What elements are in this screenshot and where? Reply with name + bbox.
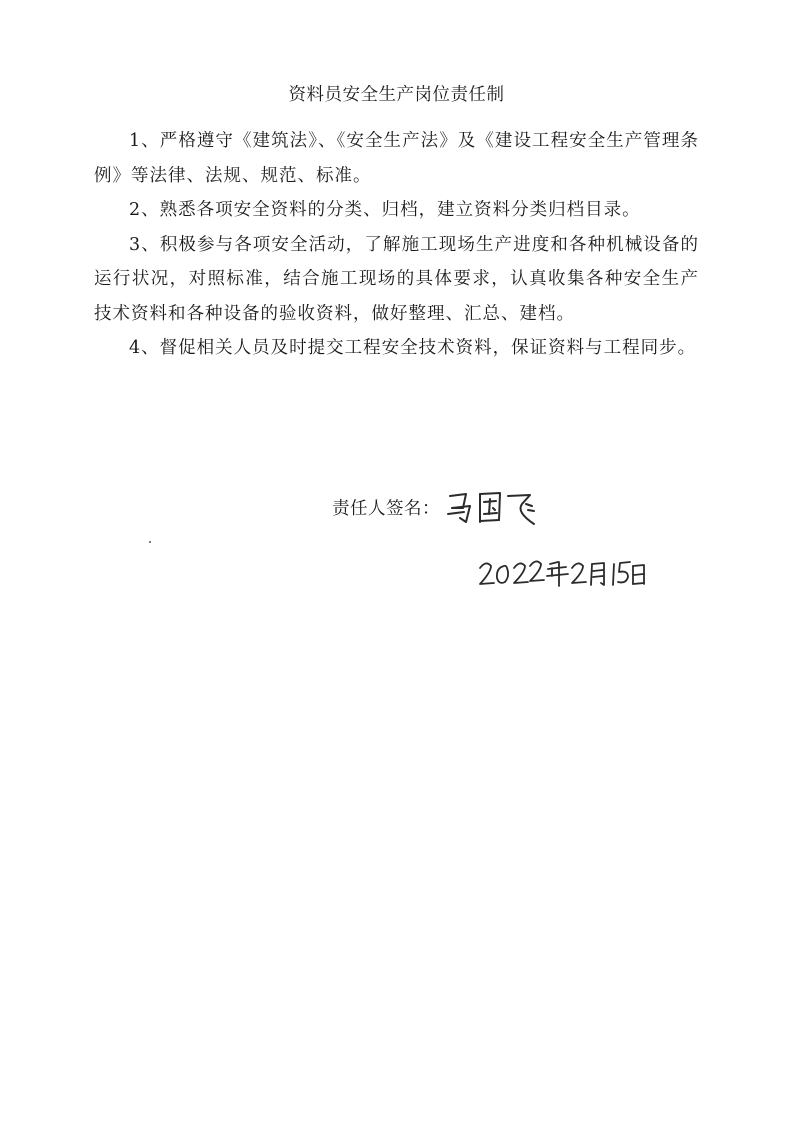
clause-2: 2、熟悉各项安全资料的分类、归档，建立资料分类归档目录。	[129, 200, 641, 220]
paper-speck	[149, 541, 151, 543]
signature-row	[332, 482, 544, 532]
document-body	[94, 124, 699, 366]
date-scribble	[474, 552, 654, 592]
page-title: 资料员安全生产岗位责任制	[288, 85, 505, 105]
clause-1: 1、严格遵守《建筑法》、《安全生产法》及《建设工程安全生产管理条例》等法律、法规、规范、标准。	[94, 131, 699, 186]
handwritten-signature	[444, 484, 544, 530]
signature-label: 责任人签名：	[332, 498, 440, 519]
clause-3: 3、积极参与各项安全活动，了解施工现场生产进度和各种机械设备的运行状况，对照标准，结合施工现场的具体要求，认真收集各种安全生产技术资料和各种设备的验收资料，做好整理、汇总、建档。	[94, 234, 699, 324]
clause-4: 4、督促相关人员及时提交工程安全技术资料，保证资料与工程同步。	[129, 338, 697, 358]
signature-scribble	[444, 484, 544, 530]
handwritten-date	[474, 552, 654, 592]
